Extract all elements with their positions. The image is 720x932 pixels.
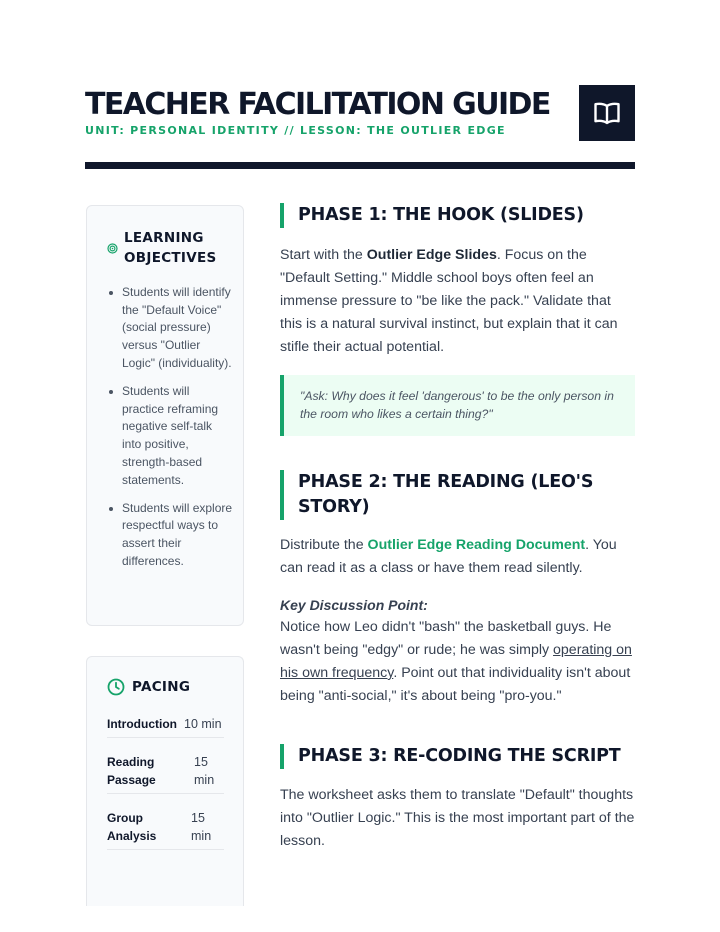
phase2-paragraph (280, 534, 635, 580)
key-discussion-label: Key Discussion Point: (280, 597, 428, 613)
pacing-label: Reading Passage (107, 755, 156, 787)
key-discussion-text: Notice how Leo didn't "bash" the basketball guys. He wasn't being "edgy" or rude; he was simply (280, 619, 612, 658)
page-subtitle: UNIT: PERSONAL IDENTITY // LESSON: THE OUTLIER EDGE (85, 124, 506, 137)
page-header (85, 85, 635, 141)
pacing-label: Introduction (107, 717, 177, 731)
phase1-text-rest: . Focus on the "Default Setting." Middle school boys often feel an immense pressure to "be like the pack." Validate that this is a natural survival instinct, but explain that it can stifle their actual potential. (280, 247, 618, 355)
phase3-title: PHASE 3: RE-CODING THE SCRIPT (298, 746, 621, 766)
phase1-quote: "Ask: Why does it feel 'dangerous' to be the only person in the room who likes a certain thing?" (280, 375, 635, 436)
pacing-value: 15 min (191, 811, 212, 843)
page-title: TEACHER FACILITATION GUIDE (85, 87, 550, 122)
pacing-label: Group Analysis (107, 811, 157, 843)
pacing-value: 15 min (194, 755, 215, 787)
outlier-edge-slides-emphasis: Outlier Edge Slides (366, 247, 497, 263)
phase3-paragraph: The worksheet asks them to translate "Default" thoughts into "Outlier Logic." This is the most important part of the lesson. (280, 787, 635, 849)
phase1-text: Start with the (280, 247, 367, 263)
phase2-text: Distribute the (280, 537, 368, 553)
clock-icon (107, 678, 125, 696)
phase2-heading (280, 470, 635, 520)
objectives-header (107, 228, 217, 268)
pacing-row (107, 750, 224, 794)
objective-item: Students will practice reframing negative self-talk into positive, strength-based statements. (107, 383, 233, 489)
objectives-list (107, 284, 233, 581)
phase2-text-rest: . You can read it as a class or have them read silently. (280, 537, 617, 576)
pacing-title: PACING (132, 679, 191, 695)
phase1-paragraph (280, 244, 635, 359)
phase2-title: PHASE 2: THE READING (LEO'S STORY) (298, 472, 594, 517)
key-discussion-text-rest: . Point out that individuality isn't about being "anti-social," it's about being "pro-you." (280, 665, 631, 704)
phase3-heading (280, 744, 635, 769)
pacing-table (107, 712, 224, 850)
logo-badge (579, 85, 635, 141)
reading-document-link[interactable]: Outlier Edge Reading Document (367, 537, 586, 553)
pacing-card (86, 656, 244, 906)
objective-item: Students will identify the "Default Voice" (social pressure) versus "Outlier Logic" (individuality). (107, 284, 233, 373)
pacing-value: 10 min (184, 717, 222, 731)
main-content (280, 203, 635, 853)
pacing-row (107, 712, 224, 738)
target-icon (107, 243, 118, 254)
learning-objectives-card (86, 205, 244, 626)
phase1-title: PHASE 1: THE HOOK (SLIDES) (298, 205, 584, 225)
key-discussion-paragraph (280, 616, 635, 708)
open-book-icon (593, 101, 621, 125)
objectives-title-line1: LEARNING (124, 230, 204, 246)
pacing-header (107, 677, 190, 697)
objective-item: Students will explore respectful ways to assert their differences. (107, 500, 233, 571)
header-divider (85, 162, 635, 169)
pacing-row (107, 806, 224, 850)
phase1-heading (280, 203, 635, 228)
own-frequency-underline: operating on his own frequency (280, 642, 632, 681)
objectives-title-line2: OBJECTIVES (124, 250, 217, 266)
